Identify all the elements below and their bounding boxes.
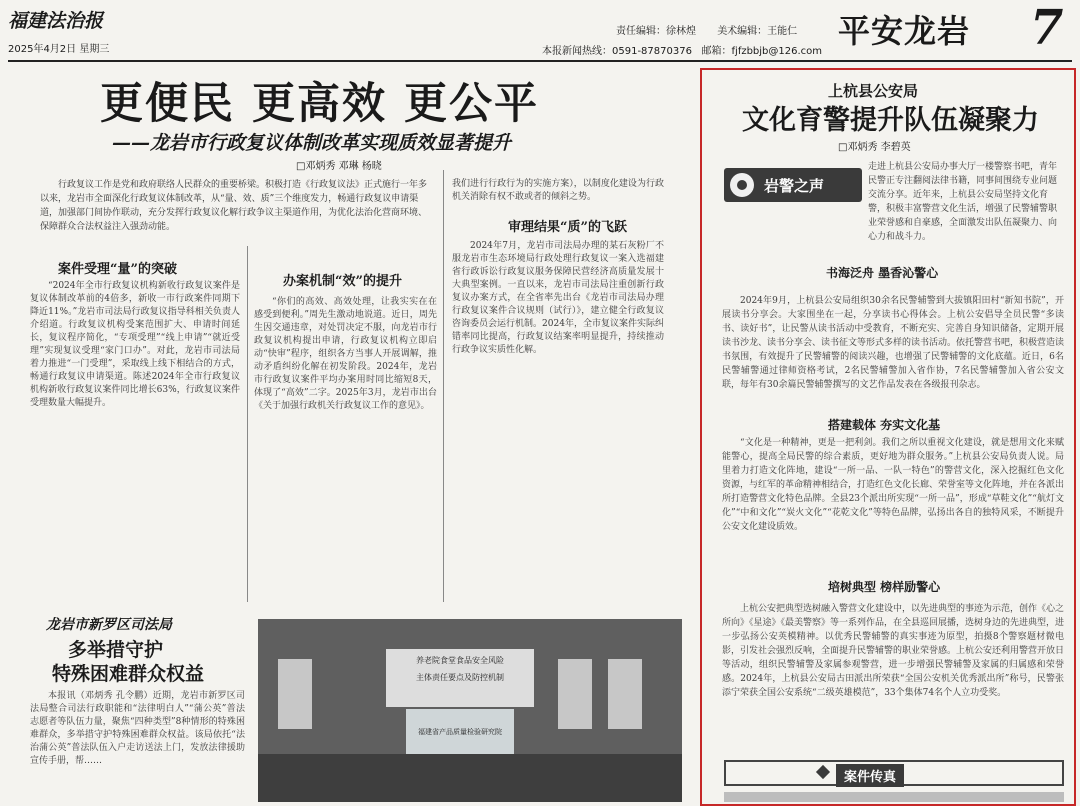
photo-screen-text: 福建省产品质量检验研究院	[418, 728, 502, 736]
feature-byline: □邓炳秀 李碧英	[838, 142, 911, 153]
editor-name: 责任编辑：徐林煌	[616, 26, 696, 37]
feature-heading-3: 培树典型 榜样励警心	[828, 580, 941, 594]
feature-para-2: “文化是一种精神，更是一把利剑。我们之所以重视文化建设，就是想用文化来赋能警心，提高全局民警的综合素质，更好地为群众服务。”上杭县公安局负责人说。局里着力打造文化阵地，建设“一所一品、一队一特色”的警营文化，深入挖掘红色文化资源，与红军的革命精神相结合，打造红色文化长廊、荣誉室等文化阵地，并在各派出所打造警营文化特色品牌。全县23个派出所实现“一所一品”，形成“草鞋文化”“航灯文化”“中和文化”“炭火文化”“花乾文化”等特色品牌，弘扬出各自的独特风采，不断提升公安文化建设质效。	[722, 438, 1064, 532]
side-article-kicker: 龙岩市新罗区司法局	[46, 617, 172, 633]
case-section-label: 案件传真	[836, 764, 904, 787]
photo-banner-line2: 主体责任要点及防控机制	[416, 673, 504, 682]
masthead-rule	[8, 60, 1072, 62]
column-divider	[247, 246, 248, 602]
cropped-headline	[724, 792, 1064, 802]
page-number: 7	[1030, 0, 1064, 56]
editors-line	[616, 22, 815, 37]
logo-text: 岩警之声	[764, 177, 825, 195]
feature-intro: 走进上杭县公安局办事大厅一楼警察书吧，青年民警正专注翻阅法律书籍，同事间围绕专业问题交流分享。近年来，上杭县公安局坚持文化育警，积极丰富警营文化生活，增强了民警辅警职业荣誉感和自豪感，全面激发出队伍凝聚力、向心力和战斗力。	[868, 162, 1058, 242]
feature-para-3: 上杭公安把典型选树融入警营文化建设中，以先进典型的事迹为示范，创作《心之所向》《星途》《最美警察》等一系列作品，在全县巡回展播，选树身边的先进典型，进一步弘扬公安英模精神。以优秀民警辅警的真实事迹为原型，拍摄8个警察题材微电影，引发社会强烈反响，全面提升民警辅警的职业荣誉感。上杭公安还利用警营开放日等活动，组织民警辅警及家属参观警营，进一步增强民警辅警及家属的归属感和荣誉感。2024年，上杭县公安局古田派出所荣获“全国公安机关优秀派出所”称号，民警张添宁荣获全国公安系统“二级英雄模范”，33个集体74名个人立功受奖。	[722, 604, 1064, 698]
police-voice-logo	[724, 168, 862, 202]
email-address: 邮箱：fjfzbbjb@126.com	[701, 46, 823, 57]
side-article-body: 本报讯（邓炳秀 孔令鹏）近期，龙岩市新罗区司法局整合司法行政职能和“法律明白人”“蒲公英”普法志愿者等队伍力量，聚焦“四种类型”8种情形的特殊困难群众，多举措守护特殊困难群众权益。该局依托“法治蒲公英”普法队伍入户走访送法上门，发放法律援助宣传手册，帮……	[30, 691, 245, 766]
police-emblem-icon	[730, 173, 754, 197]
col1-heading: 案件受理“量”的突破	[58, 262, 177, 277]
main-headline: 更便民 更高效 更公平	[100, 79, 539, 129]
main-byline: □邓炳秀 邓琳 杨晓	[296, 161, 382, 172]
column-divider	[443, 170, 444, 602]
case-section-bar	[724, 760, 1064, 786]
hotline-line	[542, 42, 822, 57]
photo-banner	[386, 649, 534, 707]
col1-body: “2024年全市行政复议机构新收行政复议案件是复议体制改革前的4倍多，新收一市行政案件同期下降近11%。”龙岩市司法局行政复议指导科相关负责人介绍道。行政复议机构受案范围扩大、申请时间延长，复议程序简化，“专项受理”“线上申请”“就近受理”实现复议受理“家门口办”。对此，龙岩市司法局着力推进“一门受理”，采取线上线下相结合的方式，畅通行政复议申请渠道。陈述2024年全市行政复议机构新收行政复议案件同比增长63%，行政复议案件受理数量大幅提升。	[30, 281, 240, 408]
feature-headline: 文化育警提升队伍凝聚力	[742, 105, 1039, 136]
photo-banner-line1: 养老院食堂食品安全风险	[416, 656, 504, 665]
feature-para-1: 2024年9月，上杭县公安局组织30余名民警辅警到大拔镇阳田村“新知书院”，开展读书分享会。大家围坐在一起，分享读书心得体会。上杭公安倡导全员民警“多读书、读好书”，让民警从读书活动中受教育，不断充实、完善自身知识储备，定期开展读书沙龙、读书分享会、读书征文等形式多样的读书活动。依托警营书吧，积极营造读书氛围，有效提升了民警辅警的阅读兴趣，也增强了民警辅警的文化底蕴。近日，6名民警辅警通过律师资格考试，2名民警辅警加入省作协，7名民警辅警加入省公安文联，每年有30余篇民警辅警撰写的文艺作品发表在各级报刊杂志。	[722, 296, 1064, 390]
news-photo	[258, 619, 682, 802]
main-subheadline: ——龙岩市行政复议体制改革实现质效显著提升	[112, 132, 512, 154]
photo-window	[558, 659, 592, 729]
col3-lead: 我们进行行政行为的实施方案），以制度化建设为行政机关消除有权不敢或者的倾斜之势。	[452, 179, 664, 202]
photo-window	[608, 659, 642, 729]
col2-heading: 办案机制“效”的提升	[283, 274, 402, 289]
issue-date: 2025年4月2日 星期三	[8, 44, 110, 55]
art-editor-name: 美术编辑：王能仁	[717, 26, 798, 37]
main-lead-paragraph: 行政复议工作是党和政府联络人民群众的重要桥梁。积极打造《行政复议法》正式施行一年多以来，龙岩市全面深化行政复议体制改革，从“量、效、质”三个维度发力，畅通行政复议申请渠道，加强部门间协作联动，充分发挥行政复议化解行政争议主渠道作用，为优化法治化营商环境、保障群众合法权益注入强劲动能。	[40, 180, 428, 232]
hotline-number: 本报新闻热线：0591-87870376	[542, 46, 692, 57]
feature-heading-1: 书海泛舟 墨香沁警心	[826, 266, 939, 280]
section-title: 平安龙岩	[838, 12, 971, 50]
col2-body: “你们的高效、高效处理，让我实实在在感受到便利。”周先生激动地说道。近日，周先生因交通违章，对处罚决定不服，向龙岩市行政复议机构提出申请，行政复议机构立即启动“快审”程序，组织各方当事人开展调解，推动矛盾纠纷化解在初发阶段。2024年，龙岩市行政复议案件平均办案用时同比缩短8天，体现了“高效”二字。2025年3月，龙岩市出台《关于加强行政机关行政复议工作的意见》。	[254, 297, 437, 411]
masthead-logo: 福建法治报	[8, 10, 104, 32]
feature-heading-2: 搭建载体 夯实文化基	[828, 418, 941, 432]
side-article-title-line2: 特殊困难群众权益	[52, 663, 205, 685]
photo-window	[278, 659, 312, 729]
feature-kicker: 上杭县公安局	[828, 82, 919, 100]
diamond-icon	[816, 765, 830, 779]
col3-heading: 审理结果“质”的飞跃	[508, 220, 627, 235]
side-article-title-line1: 多举措守护	[68, 639, 164, 661]
col3-body: 2024年7月，龙岩市司法局办理的某石灰粉厂不服龙岩市生态环境局行政处理行政复议一案入选福建省行政诉讼行政复议服务保障民营经济高质量发展十大典型案例。一直以来，龙岩市司法局注重创新行政复议办案方式，在全省率先出台《龙岩市司法局办理行政复议案件合议规则（试行）》，建立健全行政复议咨询委员会运行机制。2024年，全市复议案件实际纠错率同比提高，行政复议结案率明显提升，持续推动行政争议实质性化解。	[452, 241, 664, 355]
photo-audience	[258, 754, 682, 802]
